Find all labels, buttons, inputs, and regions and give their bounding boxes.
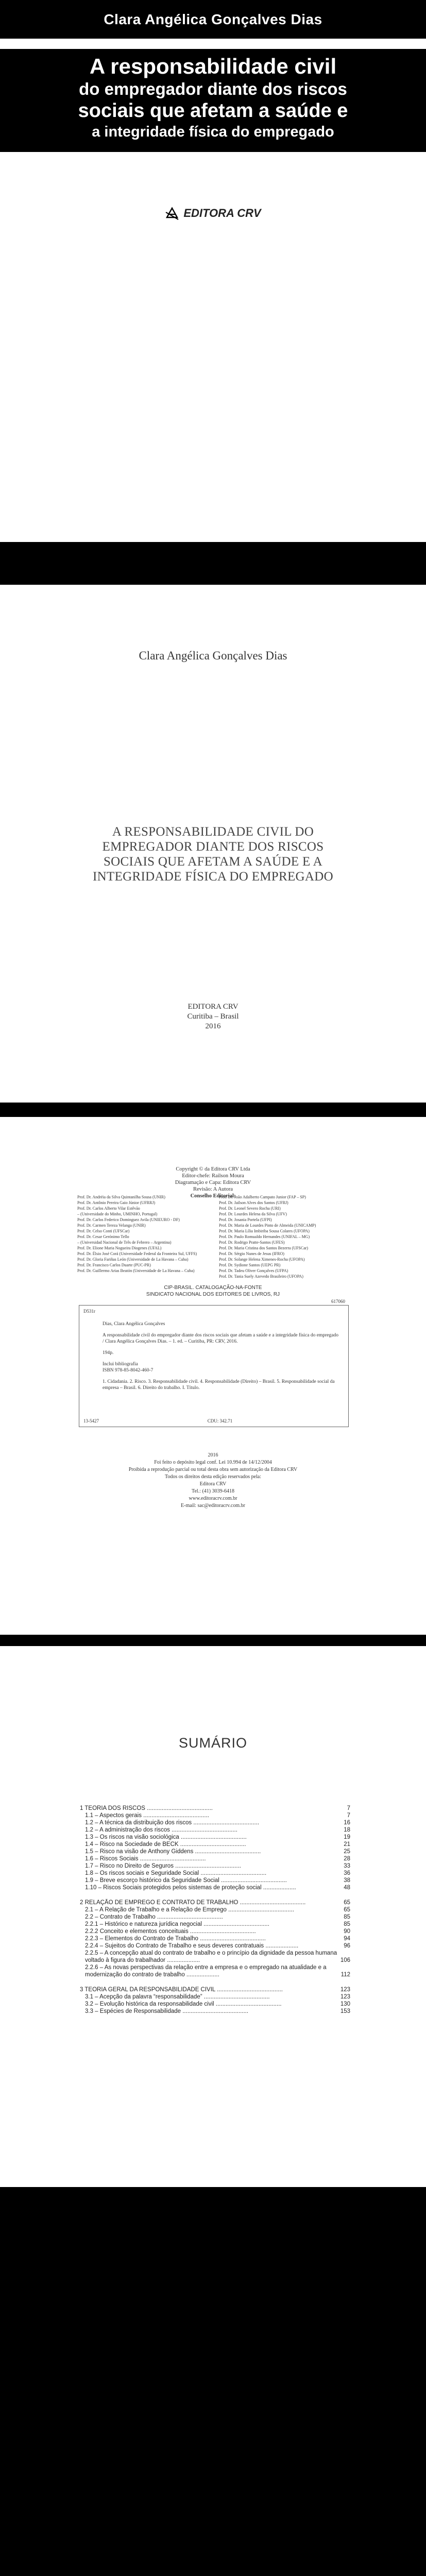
toc-entry[interactable] [80, 1921, 350, 1928]
council-member: Prof. Dr. Carlos Alberto Vilar Estêvão [77, 1206, 140, 1211]
table-of-contents-page [0, 1646, 426, 2187]
catalog-footer-left: 13-5427 [83, 1418, 99, 1423]
legal-line: Todos os direitos desta edição reservados pela: [164, 1474, 262, 1480]
toc-entry-label: 2.2 – Contrato de Trabalho ........................................ [85, 1914, 223, 1920]
imprint-city: Curitiba – Brasil [187, 1012, 239, 1021]
legal-line: E-mail: sac@editoracrv.com.br [181, 1503, 245, 1509]
toc-entry-label: 2.2.5 – A concepção atual do contrato de trabalho e o princípio da dignidade da pessoa humana voltado à figura do trabalhador .................... [85, 1950, 337, 1963]
catalog-description: A responsabilidade civil do empregador diante dos riscos sociais que afetam a saúde e a integridade física do empregado / Clara Angélica Gonçalves Dias. – 1. ed. – Curitiba, PR: CRV, 2016. [103, 1333, 338, 1344]
toc-entry[interactable] [80, 1805, 350, 1812]
toc-entry-label: 1.8 – Os riscos sociais e Seguridade Social ........................................ [85, 1870, 267, 1876]
toc-entry[interactable] [80, 1913, 350, 1921]
publisher-logo [0, 206, 426, 221]
page-divider [0, 2187, 426, 2576]
toc-entry-page: 130 [340, 2001, 350, 2007]
toc-entry-label: 2.2.6 – As novas perspectivas da relação entre a empresa e o empregado na atualidade e a modernização do contrato de trabalho .................... [85, 1964, 327, 1978]
title-page-author: Clara Angélica Gonçalves Dias [139, 649, 287, 662]
toc-entry-page: 65 [344, 1907, 350, 1913]
council-member: Prof. Dr. Cesar Gerónimo Tello [77, 1234, 129, 1239]
toc-entry-label: 1.9 – Breve escorço histórico da Seguridade Social ........................................ [85, 1877, 287, 1884]
toc-entry-page: 25 [344, 1849, 350, 1855]
council-member: Prof. Dr. Solange Helena Ximenes-Rocha (UFOPA) [219, 1257, 305, 1262]
council-member: Prof. Dr. Celso Conti (UFSCar) [77, 1229, 130, 1233]
cip-header [0, 1284, 426, 1298]
toc-entry-page: 65 [344, 1900, 350, 1906]
toc-entry[interactable] [80, 2008, 350, 2015]
toc-spacer [80, 1978, 350, 1986]
toc-entry-label: 1.5 – Risco na visão de Anthony Giddens ........................................ [85, 1849, 261, 1855]
toc-entry[interactable] [80, 1855, 350, 1862]
council-member: Prof. Dr. Jailson Alves dos Santos (UFRJ) [219, 1200, 288, 1205]
catalog-cdu: CDU: 342.71 [207, 1418, 233, 1423]
toc-entry-page: 38 [344, 1877, 350, 1884]
toc-entry[interactable] [80, 1928, 350, 1935]
toc-entry-label: 2 RELAÇÃO DE EMPREGO E CONTRATO DE TRABALHO ........................................ [80, 1900, 306, 1906]
title-page-imprint [0, 1002, 426, 1031]
title-page-title: A RESPONSABILIDADE CIVIL DO EMPREGADOR DIANTE DOS RISCOS SOCIAIS QUE AFETAM A SAÚDE E A INTEGRIDADE FÍSICA DO EMPREGADO [93, 825, 333, 884]
toc-entry-label: 1.6 – Riscos Sociais ........................................ [85, 1856, 206, 1862]
council-member: Prof. Dr. Paulo Romualdo Hernandes (UNIFAL – MG) [219, 1234, 310, 1239]
crv-logo-icon [165, 206, 179, 221]
cover-title-box [0, 49, 426, 152]
toc-entry-label: 1.3 – Os riscos na visão sociológica ........................................ [85, 1834, 247, 1840]
toc-entry-label: 1.10 – Riscos Sociais protegidos pelos sistemas de proteção social .................... [85, 1885, 296, 1891]
council-member: Prof. Dr. Sydione Santos (UEPG PR) [219, 1263, 281, 1267]
catalog-card [79, 1299, 349, 1427]
cover-bottom-bar [0, 542, 426, 567]
toc-entry[interactable] [80, 1942, 350, 1950]
legal-line: Foi feito o depósito legal conf. Lei 10.994 de 14/12/2004 [154, 1460, 272, 1465]
toc-entry-page: 28 [344, 1856, 350, 1862]
council-member: Prof. Dr. Sérgio Nunes de Jesus (IFRO) [219, 1251, 284, 1256]
toc-entry-label: 3 TEORIA GERAL DA RESPONSABILIDADE CIVIL ........................................ [80, 1987, 283, 1993]
catalog-number: D531r [83, 1309, 95, 1314]
title-page [0, 585, 426, 1103]
cip-line: SINDICATO NACIONAL DOS EDITORES DE LIVROS, RJ [146, 1292, 280, 1297]
page-divider [0, 1103, 426, 1117]
toc-entry-label: 2.2.1 – Histórico e natureza jurídica negocial ........................................ [85, 1921, 269, 1927]
toc-entry-page: 94 [344, 1936, 350, 1942]
catalog-footer [83, 1418, 341, 1423]
toc-entry-page: 21 [344, 1841, 350, 1848]
toc-entry-page: 7 [347, 1805, 350, 1811]
council-member: – (Universidade do Minho, UMINHO, Portugal) [77, 1212, 158, 1216]
council-member: Prof. Dr. João Adalberto Campato Junior (FAP – SP) [219, 1195, 306, 1199]
toc-entry-label: 3.2 – Evolução histórica da responsabilidade civil ........................................ [85, 2001, 282, 2007]
toc-entry-label: 1.2 – A técnica da distribuição dos riscos ........................................ [85, 1820, 260, 1826]
council-member: Prof. Dr. Tadeu Oliver Gonçalves (UFPA) [219, 1268, 288, 1273]
toc-entry-page: 112 [340, 1972, 350, 1978]
toc-entry-label: 2.1 – A Relação de Trabalho e a Relação de Emprego ........................................ [85, 1907, 294, 1913]
catalog-subjects: 1. Cidadania. 2. Risco. 3. Responsabilidade civil. 4. Responsabilidade (Direito) – Brasil. 5. Responsabilidade social da empresa – Brasil. 6. Direito do trabalho. I. Título. [103, 1379, 335, 1391]
council-heading: Conselho Editorial: [190, 1193, 236, 1199]
toc-entry[interactable] [80, 1862, 350, 1870]
council-member: Prof. Dr. Josania Portela (UFPI) [219, 1217, 272, 1222]
toc-entry-label: 2.2.4 – Sujeitos do Contrato de Trabalho e seus deveres contratuais .................... [85, 1943, 299, 1949]
council-member: Prof. Dr. Carmen Tereza Velanga (UNIR) [77, 1223, 146, 1228]
imprint-year: 2016 [205, 1022, 221, 1030]
cover-title-line: sociais que afetam a saúde e [78, 100, 348, 122]
toc-entry-page: 153 [340, 2008, 350, 2014]
toc-spacer [80, 1891, 350, 1899]
toc-entry-label: 1 TEORIA DOS RISCOS ........................................ [80, 1805, 213, 1811]
catalog-code: 617060 [331, 1299, 345, 1304]
toc-entry-page: 106 [340, 1957, 350, 1963]
council-member: Prof. Dr. Lourdes Helena da Silva (UFV) [219, 1212, 287, 1216]
toc-title: SUMÁRIO [178, 1735, 247, 1751]
editor-line: Editor-chefe: Railson Moura [182, 1173, 244, 1179]
toc-entry-page: 36 [344, 1870, 350, 1876]
council-member: Prof. Dr. Maria de Lourdes Pinto de Almeida (UNICAMP) [219, 1223, 316, 1228]
council-member: Prof. Dr. Maria Lília Imbiriba Sousa Colares (UFOPA) [219, 1229, 310, 1233]
catalog-isbn: ISBN 978-85-8042-460-7 [103, 1368, 154, 1373]
toc-entry-page: 19 [344, 1834, 350, 1840]
council-member: – (Universidad Nacional de Três de Febrero – Argentina) [77, 1240, 172, 1245]
toc-entry[interactable] [80, 1819, 350, 1826]
legal-line: Proibida a reprodução parcial ou total desta obra sem autorização da Editora CRV [128, 1467, 298, 1472]
council-member: Prof. Dr. Élsio José Corá (Universidade Federal da Fronteira Sul, UFFS) [77, 1251, 197, 1256]
toc-entry[interactable] [80, 1870, 350, 1877]
council-member: Prof. Dr. Gloria Fariñas León (Universidade de La Havana – Cuba) [77, 1257, 189, 1262]
design-line: Diagramação e Capa: Editora CRV [175, 1180, 251, 1185]
toc-list [80, 1805, 350, 2015]
council-member: Prof. Dr. Elione Maria Nogueira Diogenes (UFAL) [77, 1246, 162, 1250]
toc-entry-label: 1.7 – Risco no Direito de Seguros ........................................ [85, 1863, 241, 1869]
toc-entry[interactable] [80, 1834, 350, 1841]
toc-entry[interactable] [80, 1877, 350, 1884]
council-list-right [219, 1194, 353, 1279]
toc-entry[interactable] [80, 1841, 350, 1848]
toc-entry-page: 16 [344, 1820, 350, 1826]
toc-entry-page: 85 [344, 1914, 350, 1920]
council-member: Prof. Dr. Rodrigo Pratte-Santos (UFES) [219, 1240, 285, 1245]
toc-entry[interactable] [80, 1935, 350, 1942]
toc-entry-label: 1.2 – A administração dos riscos ........................................ [85, 1827, 237, 1833]
council-member: Prof. Dr. Guillermo Arias Beatón (Universidade de La Havana – Cuba) [77, 1268, 195, 1273]
council-member: Prof. Dr. Carlos Federico Dominguez Avila (UNIEURO - DF) [77, 1217, 180, 1222]
cover-author: Clara Angélica Gonçalves Dias [104, 11, 322, 27]
toc-entry[interactable] [80, 1964, 350, 1978]
toc-entry-label: 2.2.3 – Elementos do Contrato de Trabalho ........................................ [85, 1936, 266, 1942]
toc-entry[interactable] [80, 1884, 350, 1891]
cover-title-line: do empregador diante dos riscos [79, 79, 347, 98]
council-member: Prof. Dr. Andréia da Silva Quintanilha Sousa (UNIR) [77, 1195, 165, 1199]
toc-entry-label: 1.1 – Aspectos gerais ........................................ [85, 1812, 209, 1819]
copyright-line: Copyright © da Editora CRV Ltda [176, 1166, 250, 1172]
catalog-bibliography: Inclui bibliografia [103, 1362, 138, 1367]
council-member: Prof. Dr. Tania Suely Azevedo Brasileiro (UFOPA) [219, 1274, 303, 1279]
publisher-logo-text: EDITORA CRV [183, 207, 261, 219]
copyright-page [0, 1117, 426, 1635]
legal-lines [0, 1459, 426, 1510]
toc-entry-page: 85 [344, 1921, 350, 1927]
toc-entry-page: 18 [344, 1827, 350, 1833]
council-member: Prof. Dr. Francisco Carlos Duarte (PUC-PR) [77, 1263, 151, 1267]
toc-entry[interactable] [80, 1993, 350, 2001]
cover-title-line: A responsabilidade civil [89, 54, 337, 78]
review-line: Revisão: A Autora [193, 1187, 233, 1192]
council-member: Prof. Dr. Leonel Severo Rocha (URI) [219, 1206, 281, 1211]
page-divider [0, 1635, 426, 1646]
toc-entry[interactable] [80, 1986, 350, 1993]
toc-entry[interactable] [80, 1812, 350, 1819]
copyright-header [0, 1166, 426, 1199]
toc-entry-page: 7 [347, 1812, 350, 1819]
toc-entry-page: 33 [344, 1863, 350, 1869]
toc-entry[interactable] [80, 1848, 350, 1855]
council-member: Prof. Dr. Maria Cristina dos Santos Bezerra (UFSCar) [219, 1246, 309, 1250]
toc-entry-label: 2.2.2 Conceito e elementos conceituais ........................................ [85, 1928, 256, 1935]
cip-line: CIP-BRASIL. CATALOGAÇÃO-NA-FONTE [164, 1285, 262, 1291]
book-cover [0, 0, 426, 567]
catalog-author: Dias, Clara Angélica Gonçalves [103, 1321, 165, 1327]
legal-line: Editora CRV [199, 1481, 227, 1487]
toc-entry-label: 3.1 – Acepção da palavra “responsabilidade” ........................................ [85, 1994, 270, 2000]
toc-entry[interactable] [80, 1950, 350, 1964]
legal-line: www.editoracrv.com.br [189, 1496, 237, 1501]
council-member: Prof. Dr. Antônio Pereira Gaio Júnior (UFRRJ) [77, 1200, 156, 1205]
catalog-body [103, 1321, 339, 1396]
legal-footer [0, 1452, 426, 1510]
toc-entry-page: 90 [344, 1928, 350, 1935]
legal-line: Tel.: (41) 3039-6418 [192, 1488, 234, 1494]
toc-entry-page: 96 [344, 1943, 350, 1949]
toc-entry-page: 48 [344, 1885, 350, 1891]
toc-entry[interactable] [80, 1906, 350, 1913]
toc-entry-label: 1.4 – Risco na Sociedade de BECK ........................................ [85, 1841, 246, 1848]
page-divider [0, 567, 426, 585]
toc-entry-page: 123 [340, 1987, 350, 1993]
toc-entry-page: 123 [340, 1994, 350, 2000]
toc-entry[interactable] [80, 1899, 350, 1906]
toc-entry[interactable] [80, 2001, 350, 2008]
council-list-left [77, 1194, 211, 1274]
toc-entry-label: 3.3 – Espécies de Responsabilidade ........................................ [85, 2008, 249, 2014]
imprint-publisher: EDITORA CRV [188, 1003, 238, 1011]
catalog-pages: 194p. [103, 1350, 114, 1355]
toc-entry[interactable] [80, 1826, 350, 1834]
legal-year: 2016 [208, 1452, 218, 1458]
cover-title-line: a integridade física do empregado [92, 124, 334, 140]
